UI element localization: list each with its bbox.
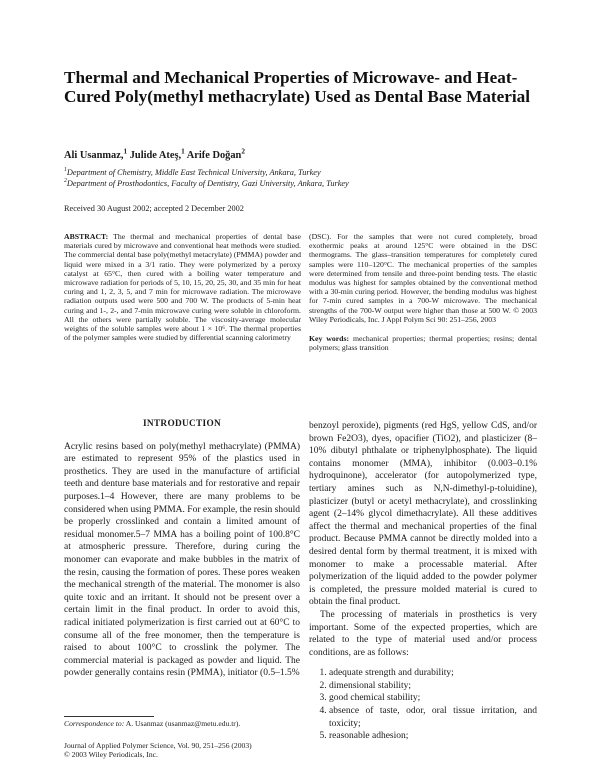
intro-paragraph-properties: The processing of materials in prosthetics is very important. Some of the expected properties, which are related to the type of material used and/or process conditions, are as follows:	[309, 609, 537, 658]
body-left-column	[64, 418, 300, 680]
footnote-divider	[64, 716, 154, 717]
body-right-column	[309, 420, 537, 743]
footnote-text: A. Usanmaz (usanmaz@metu.edu.tr).	[125, 719, 241, 728]
journal-citation: Journal of Applied Polymer Science, Vol. 90, 251–256 (2003)	[64, 741, 252, 750]
abstract-right-column	[309, 232, 537, 352]
author-affil-mark: 2	[241, 147, 245, 156]
abstract-left-column	[64, 232, 301, 342]
intro-paragraph: Acrylic resins based on poly(methyl methacrylate) (PMMA) are estimated to represent 95% of the plastics used in prosthetics. They are used in the manufacture of artificial teeth and denture base materials and for restorative and repair purposes.1–4 However, there are many problems to be considered when using PMMA. For example, the resin should be properly crosslinked and contain a limited amount of residual monomer.5–7 MMA has a boiling point of 100.8°C at atmospheric pressure. Therefore, during curing the monomer can evaporate and make bubbles in the matrix of the resin, causing the formation of pores. These pores weaken the mechanical strength of the material. The monomer is also quite toxic and an irritant. It should not be present over a certain limit in the final product. In order to avoid this, radical initiated polymerization is first carried out at 60°C to consume all of the free monomer, then the temperature is raised to about 100°C to crosslink the polymer. The commercial material is packaged as powder and liquid. The powder generally contains resin (PMMA), initiator (0.5–1.5%	[64, 441, 300, 679]
affiliations	[64, 167, 544, 189]
properties-list	[309, 667, 537, 743]
author-list	[64, 147, 544, 161]
paper-title: Thermal and Mechanical Properties of Microwave- and Heat-Cured Poly(methyl methacrylate) Used as Dental Base Material	[64, 68, 531, 106]
footnote-label: Correspondence to:	[64, 719, 125, 728]
abstract-label: ABSTRACT:	[64, 232, 109, 241]
keywords-label: Key words:	[309, 334, 350, 344]
affiliation-mark: 1	[64, 167, 67, 174]
list-item: 2. dimensional stability;	[329, 680, 537, 693]
abstract-text-right: (DSC). For the samples that were not cured completely, broad exothermic peaks at around 125°C were obtained in the DSC thermograms. The glass–transition temperatures for completely cured samples were 110–120°C. The mechanical properties of the samples were determined from tensile and three-point bending tests. The elastic modulus was highest for samples obtained by the conventional method with a 30-min curing period. However, the bending modulus was highest for 7-min cured samples in a 700-W microwave. The mechanical strengths of the 700-W output were higher than those at 500 W. © 2003 Wiley Periodicals, Inc. J Appl Polym Sci 90: 251–256, 2003	[309, 232, 537, 324]
affiliation	[64, 167, 544, 178]
journal-copyright: © 2003 Wiley Periodicals, Inc.	[64, 750, 158, 759]
journal-info	[64, 741, 300, 759]
author-affil-mark: 1	[181, 147, 185, 156]
keywords	[309, 334, 537, 352]
affiliation-text: Department of Chemistry, Middle East Technical University, Ankara, Turkey	[66, 168, 321, 177]
abstract-text-left: The thermal and mechanical properties of dental base materials cured by microwave and conventional heat methods were studied. The commercial dental base poly(methyl metacrylate) (PMMA) powder and liquid were mixed in a 3/1 ratio. They were polymerized by a peroxy catalyst at 65°C, then cured with a boiling water temperature and microwave radiation for periods of 5, 10, 15, 20, 25, 30, and 35 min for heat curing and 1, 2, 3, 5, and 7 min for microwave radiation. The microwave radiation outputs used were 500 and 700 W. The products of 5-min heat curing and 1-, 2-, and 7-min microwave curing were soluble in chloroform. All the others were partially soluble. The viscosity-average molecular weights of the soluble samples were about 1 × 10⁶. The thermal properties of the polymer samples were studied by differential scanning calorimetry	[64, 232, 301, 343]
author-name: Julide Ateş,	[129, 150, 182, 161]
section-heading-introduction: INTRODUCTION	[143, 419, 221, 429]
author-affil-mark: 1	[123, 147, 128, 156]
received-dates: Received 30 August 2002; accepted 2 December 2002	[64, 204, 244, 213]
author-name: Arife Doğan	[186, 150, 242, 161]
affiliation-mark: 2	[64, 178, 67, 185]
correspondence-footnote	[64, 719, 300, 728]
author-name: Ali Usanmaz,	[64, 150, 124, 161]
list-item: 1. adequate strength and durability;	[329, 667, 537, 680]
affiliation	[64, 178, 544, 189]
list-item: 5. reasonable adhesion;	[329, 730, 537, 743]
keywords-text: mechanical properties; thermal properties; resins; dental polymers; glass transition	[309, 334, 537, 353]
list-item: 3. good chemical stability;	[329, 692, 537, 705]
affiliation-text: Department of Prosthodontics, Faculty of Dentistry, Gazi University, Ankara, Turkey	[66, 179, 349, 188]
intro-paragraph-continued: benzoyl peroxide), pigments (red HgS, yellow CdS, and/or brown Fe2O3), dyes, opacifier (TiO2), and plasticizer (8–10% dibutyl phthalate or triphenylphosphate). The liquid contains monomer (MMA), inhibitor (0.003–0.1% hydroquinone), accelerator (for autopolymerized type, tertiary amines such as N,N-dimethyl-p-toluidine), plasticizer (butyl or acetyl methacrylate), and crosslinking agent (2–14% glycol dimethacrylate). All these additives affect the thermal and mechanical properties of the final product. Because PMMA cannot be directly molded into a desired dental form by thermal treatment, it is mixed with monomer to make a processable material. After polymerization of the liquid added to the powder polymer is completed, the pressure molded material is cured to obtain the final product.	[309, 421, 537, 608]
list-item: 4. absence of taste, odor, oral tissue irritation, and toxicity;	[329, 705, 537, 730]
